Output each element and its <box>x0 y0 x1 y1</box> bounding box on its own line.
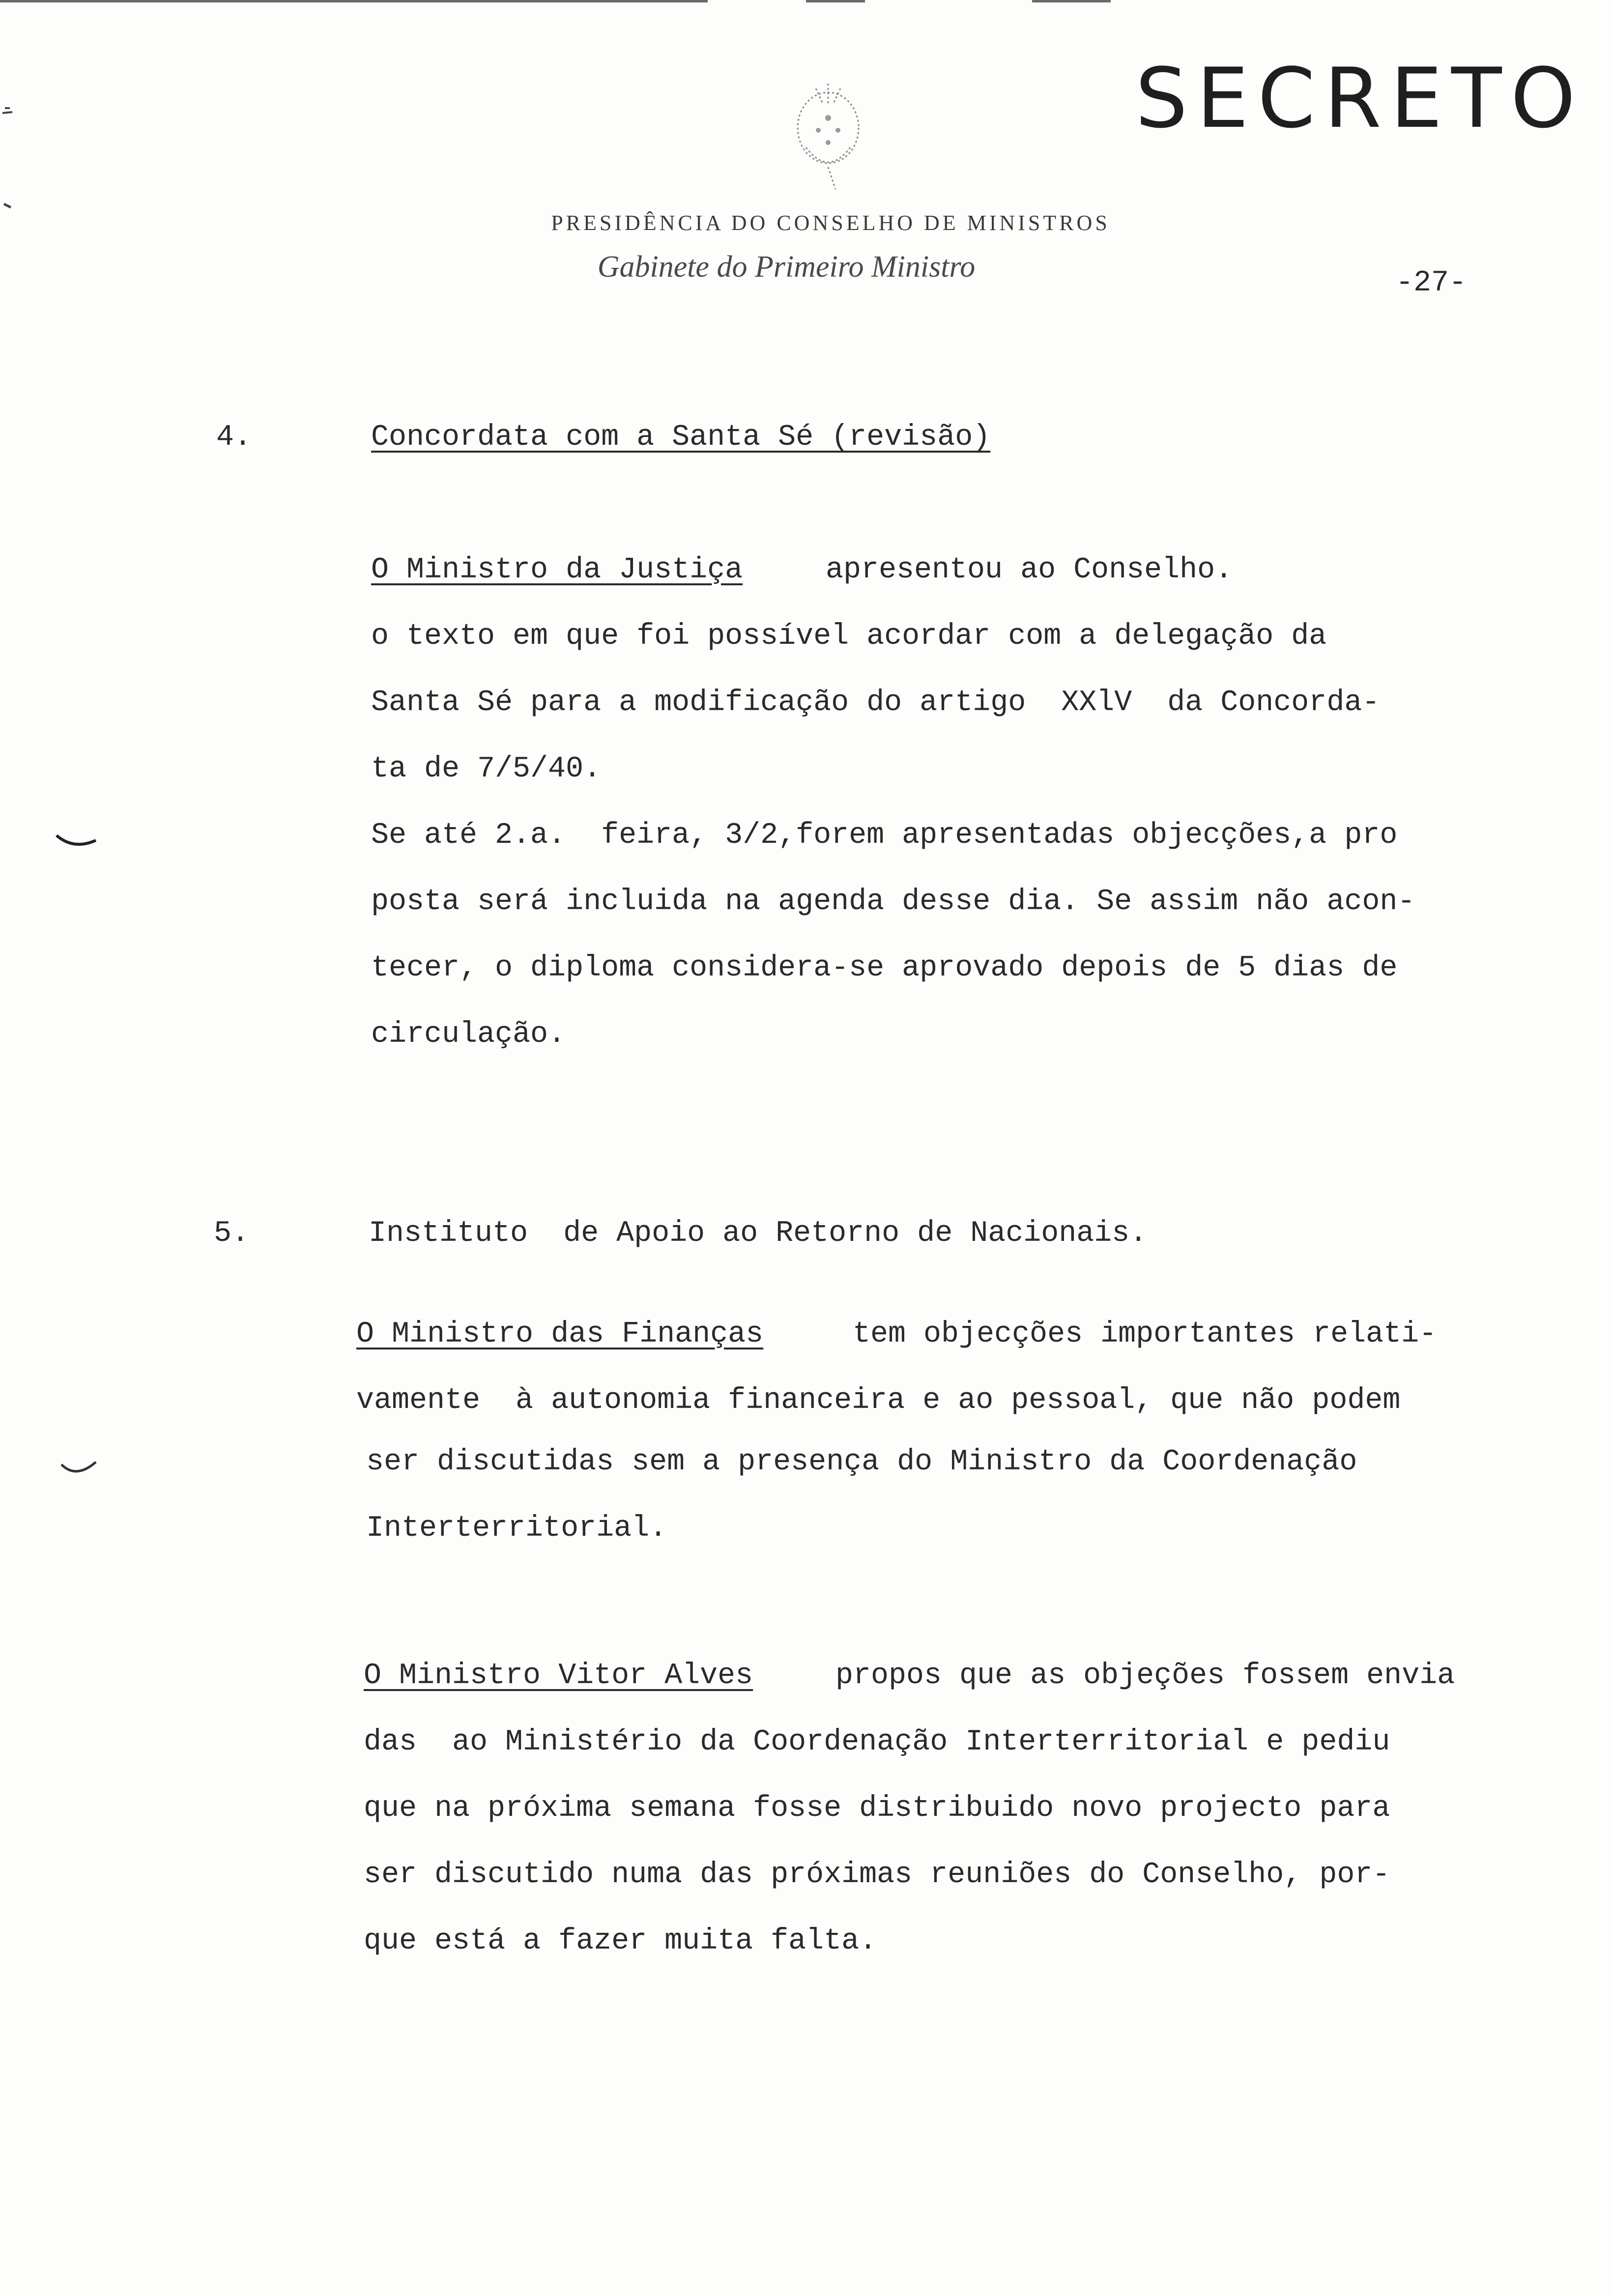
item5-para1-line: vamente à autonomia financeira e ao pessoal, que não podem <box>356 1384 1401 1417</box>
item5-para2-minister: O Ministro Vitor Alves <box>364 1659 753 1693</box>
item4-line: o texto em que foi possível acordar com a delegação da <box>371 620 1327 653</box>
item4-line: ta de 7/5/40. <box>371 752 602 786</box>
item4-title: Concordata com a Santa Sé (revisão) <box>371 421 991 454</box>
item5-title: Instituto de Apoio ao Retorno de Nacionais. <box>369 1217 1148 1250</box>
page-number: -27- <box>1396 266 1467 300</box>
item5-number: 5. <box>214 1217 250 1250</box>
cabinet-letterhead: Gabinete do Primeiro Ministro <box>597 250 976 284</box>
item4-line: posta será incluida na agenda desse dia. Se assim não acon- <box>371 885 1415 918</box>
item4-line: Se até 2.a. feira, 3/2,forem apresentadas objecções,a pro <box>371 819 1398 852</box>
item4-minister: O Ministro da Justiça <box>371 553 743 587</box>
top-edge-rule <box>0 0 1612 3</box>
item4-line: Santa Sé para a modificação do artigo XXlV da Concorda- <box>371 686 1380 719</box>
secret-classification-stamp: SECRETO <box>1135 50 1584 146</box>
item5-para2-line: das ao Ministério da Coordenação Interterritorial e pediu <box>364 1725 1390 1759</box>
item5-para2-line: propos que as objeções fossem envia <box>835 1659 1455 1693</box>
item5-para2-line: que na próxima semana fosse distribuido novo projecto para <box>364 1792 1390 1825</box>
margin-tick-mark <box>54 831 98 855</box>
item5-para1-line: tem objecções importantes relati- <box>853 1318 1437 1351</box>
item4-line: circulação. <box>371 1018 566 1051</box>
margin-tick-mark <box>59 1460 98 1484</box>
item4-line: apresentou ao Conselho. <box>826 553 1233 587</box>
item5-para2-line: que está a fazer muita falta. <box>364 1924 877 1958</box>
item4-number: 4. <box>216 421 252 454</box>
organization-letterhead: PRESIDÊNCIA DO CONSELHO DE MINISTROS <box>551 211 1110 235</box>
margin-scratch-marks <box>0 98 20 216</box>
item5-para1-line: Interterritorial. <box>366 1512 667 1545</box>
item4-line: tecer, o diploma considera-se aprovado depois de 5 dias de <box>371 951 1398 985</box>
item5-para2-line: ser discutido numa das próximas reuniões do Conselho, por- <box>364 1858 1390 1892</box>
coat-of-arms-seal <box>777 74 880 192</box>
item5-para1-minister: O Ministro das Finanças <box>356 1318 764 1351</box>
item5-para1-line: ser discutidas sem a presença do Ministro da Coordenação <box>366 1445 1357 1479</box>
